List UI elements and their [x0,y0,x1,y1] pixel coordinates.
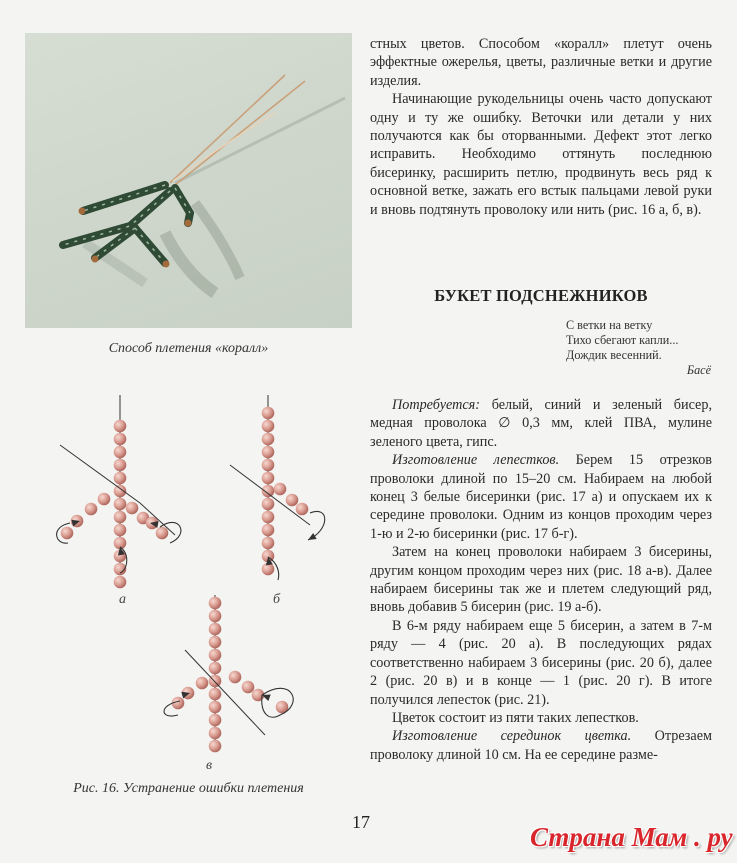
bead [296,503,309,516]
bead [85,503,98,516]
arrow-icon [306,533,316,543]
bead [242,681,255,694]
bead [262,433,275,446]
bead [209,662,222,675]
bead [114,459,127,472]
epigraph-line: С ветки на ветку [566,318,653,332]
bead [209,688,222,701]
intro-text [370,35,712,219]
centers-text: Отрезаем проволоку длиной 10 см. На ее середине разме- [370,728,712,763]
intro-paragraph: Начинающие рукодельницы очень часто допускают одну и ту же ошибку. Веточки или детали у них получаются как бы оторванными. Дефект этот легко исправить. Необходимо оттянуть последнюю бисеринку, расширить петлю, продвинуть весь ряд к основной ветке, зажать его встык пальцами левой руки и вновь подтянуть проволоку или нить (рис. 16 а, б, в). [370,91,712,218]
figure-caption: Рис. 16. Устранение ошибки плетения [73,781,304,796]
bead-diagram-figure-16 [30,395,350,775]
figure-label-a: а [119,592,126,607]
bead [274,483,287,496]
centers-paragraph [370,727,712,764]
bead [114,576,127,589]
body-paragraph: В 6-м ряду набираем еще 5 бисерин, а затем в 7-м ряду — 4 (рис. 20 а). В последующих рядах соответственно набираем 3 бисерины (рис. 20 б), далее 2 (рис. 20 в) и в конце — 1 (рис. 20 г). В итоге получился лепесток (рис. 21). [370,617,712,708]
page-number: 17 [352,812,370,832]
photo-caption: Способ плетения «коралл» [108,341,269,356]
bead [209,649,222,662]
bead [114,524,127,537]
bead [114,511,127,524]
bead [114,498,127,511]
bead [262,446,275,459]
petals-paragraph [370,451,712,543]
epigraph [566,318,711,378]
bead [209,740,222,753]
bead [209,636,222,649]
coral-weave-photo [25,33,352,328]
materials-lead: Потребуется: [392,397,481,413]
bead [114,420,127,433]
bead [262,511,275,524]
bead [209,597,222,610]
section-heading: БУКЕТ ПОДСНЕЖНИКОВ [434,286,648,305]
intro-paragraph: стных цветов. Способом «коралл» плетут очень эффектные ожерелья, цветы, различные ветки и другие изделия. [370,36,712,89]
epigraph-line: Тихо сбегают капли... [566,333,679,347]
epigraph-author: Басё [686,363,711,377]
bead [262,498,275,511]
materials-text: белый, синий и зеленый бисер, медная проволока ∅ 0,3 мм, клей ПВА, мулине зеленого цвета, гипс. [370,397,712,450]
bead [98,493,111,506]
bead [262,407,275,420]
body-paragraph: Цветок состоит из пяти таких лепестков. [392,709,639,726]
bead [196,677,209,690]
bead [114,446,127,459]
bead [126,502,139,515]
bead [209,623,222,636]
bead [262,537,275,550]
bead [156,527,169,540]
bead [61,527,74,540]
bead [209,701,222,714]
bead [262,472,275,485]
petals-lead: Изготовление лепестков. [392,452,560,469]
figure-label-v: в [206,758,213,773]
bead [262,485,275,498]
bead [209,727,222,740]
bead [209,610,222,623]
bead [114,433,127,446]
bead [262,420,275,433]
instructions-text [370,396,712,764]
figure-label-b: б [273,592,281,607]
body-paragraph: Затем на конец проволоки набираем 3 бисерины, другим концом проходим через них (рис. 18 а-в). Далее набираем бисерины так же и плетем следующий ряд, вновь добавив 5 бисерин (рис. 19 а-б). [370,544,712,616]
bead [262,524,275,537]
bead [229,671,242,684]
bead [262,459,275,472]
epigraph-line: Дождик весенний. [566,348,662,362]
bead [114,485,127,498]
bead [114,472,127,485]
bead [286,494,299,507]
watermark-logo[interactable]: Страна Мам . ру [530,822,733,852]
materials-paragraph [370,396,712,451]
petals-text: Берем 15 отрезков проволоки длиной по 15–20 см. Набираем на любой конец 3 белые бисеринки (рис. 17 а) и опускаем их к середине проволоки. Одним из концов проходим через 1-ю и 2-ю бисеринки (рис. 17 б-г). [370,452,712,542]
centers-lead: Изготовление серединок цветка. [392,728,632,745]
bead [209,714,222,727]
wire-loop [308,511,325,540]
